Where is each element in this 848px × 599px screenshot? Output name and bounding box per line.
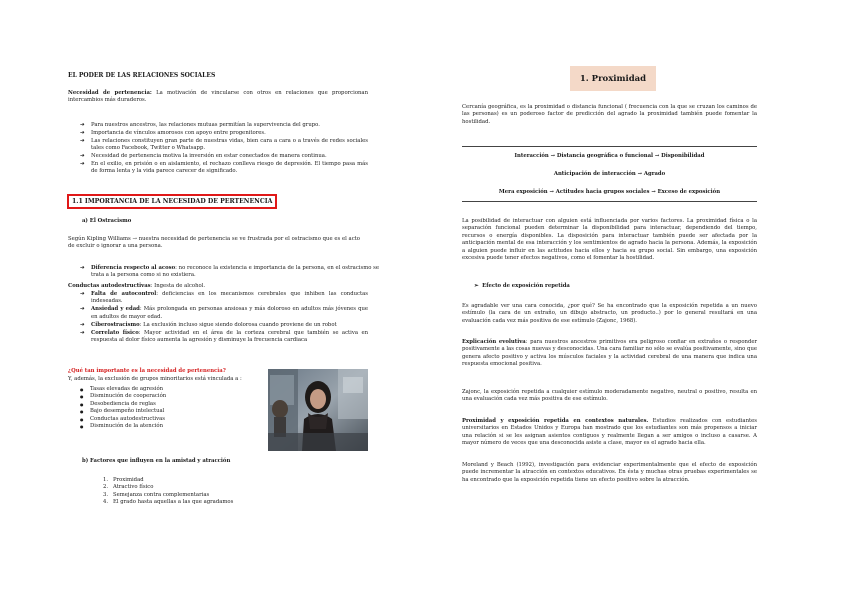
factors-list xyxy=(103,477,303,507)
question-intro: Y, además, la exclusión de grupos minoritarios está vinculada a : xyxy=(68,376,242,382)
arrow-icon: ➔ xyxy=(80,122,85,128)
left-page xyxy=(68,0,380,599)
arrow-icon: ➔ xyxy=(80,306,85,313)
belonging-label: Necesidad de pertenencia: xyxy=(68,90,152,96)
arrow-icon: ➔ xyxy=(80,137,85,144)
right-page xyxy=(462,0,757,599)
list-item: ➔ Necesidad de pertenencia motiva la inversión en estar conectados de manera continua. xyxy=(80,153,327,160)
list-item: ➔ Ansiedad y edad: Más prolongada en personas ansiosas y más doloroso en adultos más jóvenes que en adultos de mayor edad. xyxy=(80,306,369,320)
flow-line-1: Interacción → Distancia geográfica o funcional → Disponibilidad xyxy=(514,153,705,159)
page-title: EL PODER DE LAS RELACIONES SOCIALES xyxy=(68,72,216,79)
list-item: ➔ Ciberostracismo: La exclusión incluso sigue siendo dolorosa cuando proviene de un robot xyxy=(80,321,337,328)
proximity-intro: Cercanía geográfica, es la proximidad o distancia funcional ( frecuencia con la que se cruzan los caminos de las personas) es un poderoso factor de predicción del agrado la proximidad también puede fomentar la hostilidad. xyxy=(462,104,757,125)
arrow-icon: ➔ xyxy=(80,329,85,336)
arrowhead-icon: ➢ xyxy=(474,283,479,289)
belonging-text: La motivación de vincularse con otros en relaciones que proporcionan intercambios más duraderos. xyxy=(68,90,368,104)
subheading-factors: b) Factores que influyen en la amistad y atracción xyxy=(82,458,231,464)
harassment-difference: ➔ Diferencia respecto al acoso: no reconoce la existencia e importancia de la persona, en el ostracismo se trata a la persona como si no existiera. xyxy=(80,265,380,279)
ostracism-definition: Según Kipling Williams → nuestra necesidad de pertenencia se ve frustrada por el ostracismo que es el acto de excluir o ignorar a una persona. xyxy=(68,236,360,250)
self-destructive: Conductas autodestructivas: Ingesta de alcohol. xyxy=(68,283,206,289)
section-title: 1. Proximidad xyxy=(579,73,647,84)
list-item: ➔ Importancia de vínculos amorosos con apoyo entre progenitores. xyxy=(80,129,266,136)
paragraph-moreland-beach: Moreland y Beach (1992), investigación para evidenciar experimentalmente que el efecto de exposición puede incrementar la atracción en contextos educativos. En ésta y muchas otras pruebas experimentales se ha encontrado que la exposición repetida tiene un efecto positivo sobre la atracción. xyxy=(462,462,757,483)
flow-line-3: Mera exposición → Actitudes hacia grupos sociales → Exceso de exposición xyxy=(498,189,721,195)
list-item: ➔ Falta de autocontrol: deficiencias en los mecanismos cerebrales que inhiben las conductas indeseadas. xyxy=(80,291,368,305)
photo-illustration xyxy=(268,369,368,451)
list-item: ● Conductas autodestructivas xyxy=(80,416,260,423)
list-item: 1. Proximidad xyxy=(103,477,144,483)
paragraph-zajonc: Zajonc, la exposición repetida a cualquier estímulo moderadamente negativo, neutral o positivo, resulta en una evaluación cada vez más positiva de ese estímulo. xyxy=(462,389,757,403)
flow-line-2: Anticipación de interacción → Agrado xyxy=(553,171,666,177)
list-item: 2. Atractivo físico xyxy=(103,484,154,491)
arrow-icon: ➔ xyxy=(80,321,85,328)
list-item: ● Disminución de cooperación xyxy=(80,393,260,400)
divider-bottom xyxy=(462,201,757,202)
question-heading: ¿Qué tan importante es la necesidad de pertenencia? xyxy=(68,368,226,374)
list-item: ➔ Correlato físico: Mayor actividad en el área de la corteza cerebral que también se activa en respuesta al dolor físico aumenta la agresión y disminuye la frecuencia cardiaca xyxy=(80,329,368,343)
list-item: 4. El grado hasta aquellas a las que agradamos xyxy=(103,499,234,506)
list-item: ● Desobediencia de reglas xyxy=(80,401,260,408)
paragraph-familiar-face: Es agradable ver una cara conocida, ¿por qué? Se ha encontrado que la exposición repetida a un nuevo estímulo (la cara de un extraño, un dibujo abstracto, un producto..) por lo general resultará en una evaluación cada vez más positiva de ese estímulo (Zajonc, 1968). xyxy=(462,303,757,324)
excluded-woman-photo xyxy=(268,369,368,451)
arrow-list-2 xyxy=(80,291,368,344)
paragraph-evolutionary: Explicación evolutiva: para nuestros ancestros primitivos era peligroso confiar en extraños o responder positivamente a las cosas nuevas y desconocidas. Una cara familiar no sólo se evalúa positivamente, sino que genera afecto positivo y activa los músculos faciales y la actividad cerebral de una manera que indica una respuesta emocional positiva. xyxy=(462,339,758,368)
consequence-list xyxy=(80,386,260,430)
arrow-icon: ➔ xyxy=(80,291,85,297)
belonging-definition xyxy=(68,90,368,105)
list-item: ➔ En el exilio, en prisión o en aislamiento, el rechazo conlleva riesgo de depresión. El tiempo pasa más de forma lenta y la vida parece carecer de significado. xyxy=(80,161,368,175)
section-title-box xyxy=(570,66,656,91)
arrow-icon: ➔ xyxy=(80,129,85,136)
arrow-icon: ➔ xyxy=(80,161,85,168)
subheading-ostracism: a) El Ostracismo xyxy=(82,218,132,224)
arrow-icon: ➔ xyxy=(80,153,85,160)
list-item: ➔ Las relaciones constituyen gran parte de nuestras vidas, bien cara a cara o a través de redes sociales tales como Facebook, Twitter o Whatsapp. xyxy=(80,137,368,152)
subheading-exposure: ➢ Efecto de exposición repetida xyxy=(474,283,570,289)
section-heading: 1.1 IMPORTANCIA DE LA NECESIDAD DE PERTENENCIA xyxy=(67,194,277,209)
paragraph-natural-contexts: Proximidad y exposición repetida en contextos naturales. Estudios realizados con estudiantes universitarios en Estados Unidos y Europa han mostrado que los estudiantes son más propensos a iniciar una relación si se les asignan asientos contiguos y realmente llegan a ser amigos o incluso a casarse. A mayor número de veces que una desconocida asiste a clase, mayor es el agrado hacia ella. xyxy=(462,418,757,447)
paragraph-availability: La posibilidad de interactuar con alguien está influenciada por varios factores. La proximidad física o la separación funcional pueden determinar la disponibilidad para interactuar, dependiendo del tiempo, recursos o energía disponibles. La disposición para interactuar también puede ser afectada por la anticipación mental de esa interacción y los sentimientos de agrado hacia la persona. Además, la exposición a alguien puede influir en las actitudes hacia ellos y hacia su grupo social. Sin embargo, una exposición excesiva puede tener efectos negativos, como el fomentar la hostilidad. xyxy=(462,218,757,262)
arrow-list-1 xyxy=(80,122,368,176)
list-item: ● Tasas elevadas de agresión xyxy=(80,386,260,393)
arrow-icon: ➔ xyxy=(80,265,85,271)
list-item: ➔ Para nuestros ancestros, las relaciones mutuas permitían la supervivencia del grupo. xyxy=(80,122,320,128)
list-item: 3. Semejanza contra complementarias xyxy=(103,491,210,498)
list-item: ● Bajo desempeño intelectual xyxy=(80,408,260,415)
divider-top xyxy=(462,146,757,147)
list-item: ● Disminución de la atención xyxy=(80,423,260,430)
